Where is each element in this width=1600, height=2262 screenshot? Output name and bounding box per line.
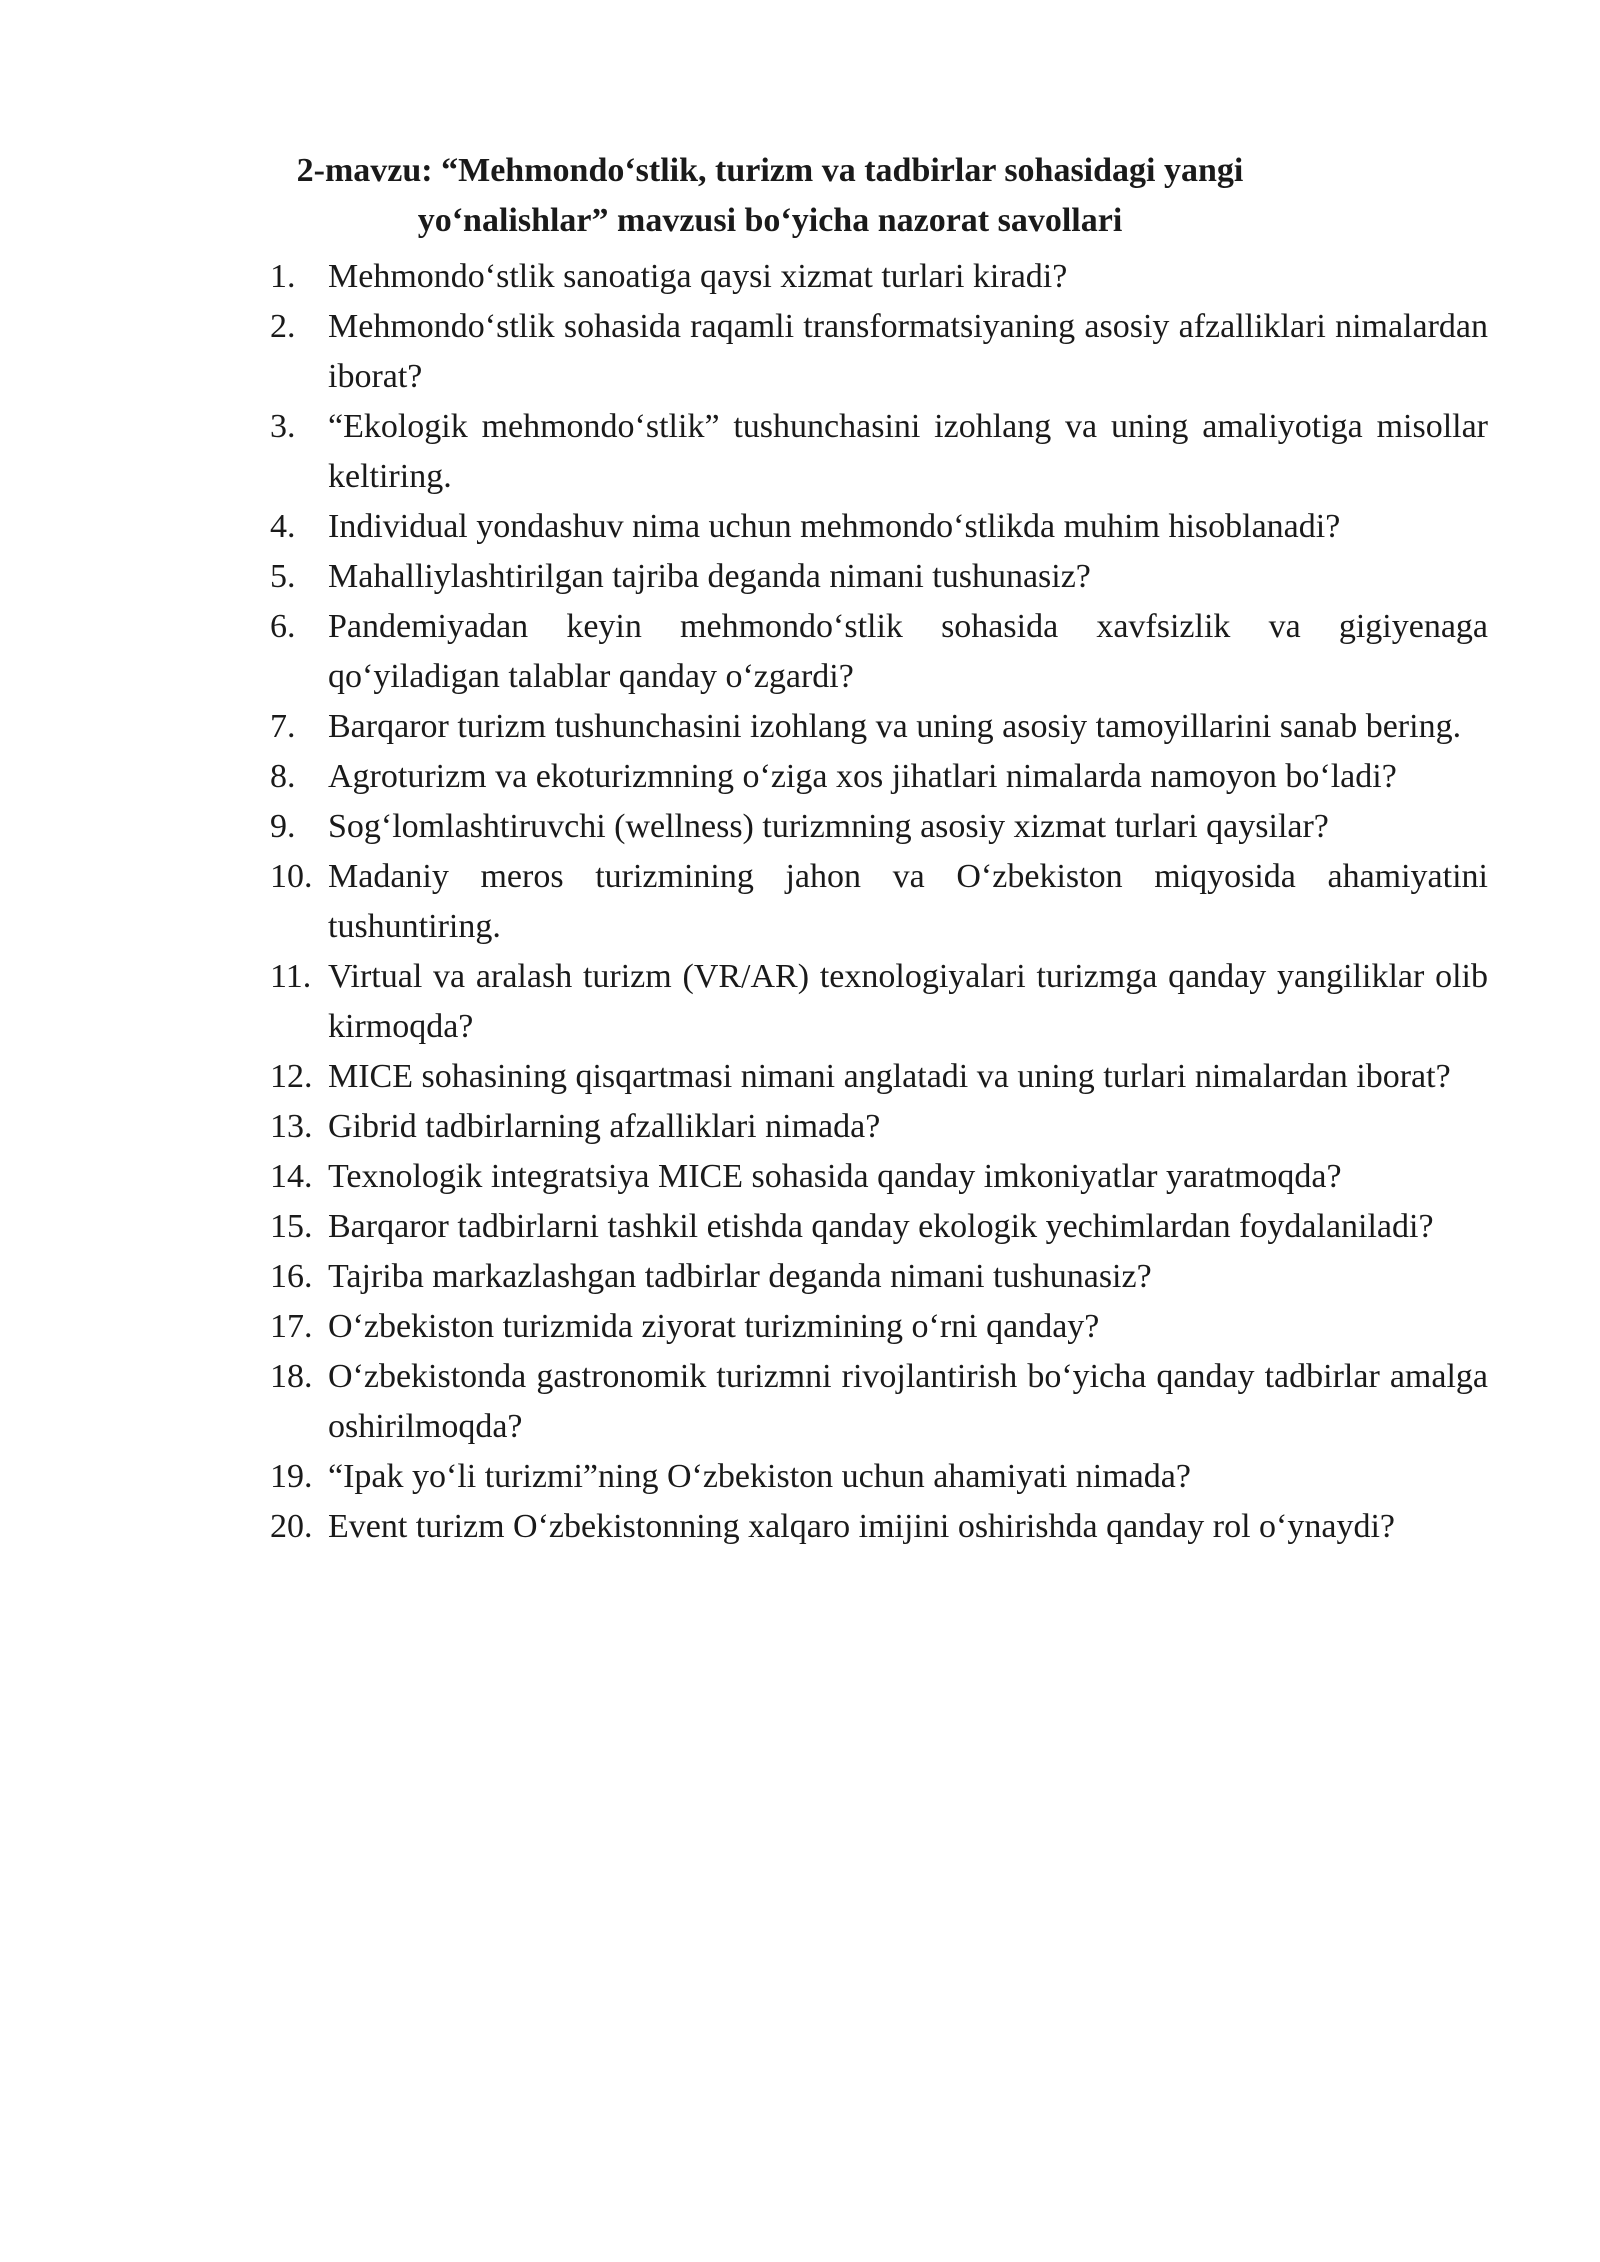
question-item-13 [0, 1102, 1600, 1152]
question-number: 12. [270, 1058, 313, 1095]
question-number: 1. [270, 258, 296, 295]
question-number: 19. [270, 1458, 313, 1495]
question-number: 16. [270, 1258, 313, 1295]
question-text: Mehmondo‘stlik sohasida raqamli transformatsiyaning asosiy afzalliklari nimalardan iborat? [328, 308, 1488, 395]
question-text: Mahalliylashtirilgan tajriba deganda nimani tushunasiz? [328, 558, 1091, 595]
question-text: O‘zbekistonda gastronomik turizmni rivojlantirish bo‘yicha qanday tadbirlar amalga oshirilmoqda? [328, 1358, 1488, 1445]
question-text: “Ekologik mehmondo‘stlik” tushunchasini izohlang va uning amaliyotiga misollar keltiring. [328, 408, 1488, 495]
question-number: 15. [270, 1208, 313, 1245]
question-text: Barqaror turizm tushunchasini izohlang va uning asosiy tamoyillarini sanab bering. [328, 708, 1462, 745]
question-text: Event turizm O‘zbekistonning xalqaro imijini oshirishda qanday rol o‘ynaydi? [328, 1508, 1395, 1545]
question-text: O‘zbekiston turizmida ziyorat turizmining o‘rni qanday? [328, 1308, 1100, 1345]
question-item-14 [0, 1152, 1600, 1202]
document-title [270, 146, 1270, 246]
question-text: Barqaror tadbirlarni tashkil etishda qanday ekologik yechimlardan foydalaniladi? [328, 1208, 1434, 1245]
question-number: 13. [270, 1108, 313, 1145]
question-item-12 [0, 1052, 1600, 1102]
question-text: Mehmondo‘stlik sanoatiga qaysi xizmat turlari kiradi? [328, 258, 1068, 295]
question-item-18 [0, 1352, 1600, 1452]
question-number: 8. [270, 758, 296, 795]
title-line-2: yo‘nalishlar” mavzusi bo‘yicha nazorat savollari [417, 202, 1123, 239]
question-number: 7. [270, 708, 296, 745]
question-item-5 [0, 552, 1600, 602]
title-line-1: 2-mavzu: “Mehmondo‘stlik, turizm va tadbirlar sohasidagi yangi [296, 152, 1244, 189]
question-text: “Ipak yo‘li turizmi”ning O‘zbekiston uchun ahamiyati nimada? [328, 1458, 1191, 1495]
question-number: 3. [270, 408, 296, 445]
question-number: 18. [270, 1358, 313, 1395]
question-text: Pandemiyadan keyin mehmondo‘stlik sohasida xavfsizlik va gigiyenaga qo‘yiladigan talablar qanday o‘zgardi? [328, 608, 1488, 695]
question-number: 4. [270, 508, 296, 545]
question-text: MICE sohasining qisqartmasi nimani anglatadi va uning turlari nimalardan iborat? [328, 1058, 1451, 1095]
question-text: Virtual va aralash turizm (VR/AR) texnologiyalari turizmga qanday yangiliklar olib kirmoqda? [328, 958, 1488, 1045]
question-text: Individual yondashuv nima uchun mehmondo‘stlikda muhim hisoblanadi? [328, 508, 1341, 545]
question-number: 14. [270, 1158, 313, 1195]
question-item-15 [0, 1202, 1600, 1252]
question-item-4 [0, 502, 1600, 552]
question-number: 20. [270, 1508, 313, 1545]
question-item-2 [0, 302, 1600, 402]
question-item-19 [0, 1452, 1600, 1502]
questions-list [0, 252, 1600, 1552]
question-number: 6. [270, 608, 296, 645]
question-item-10 [0, 852, 1600, 952]
question-item-6 [0, 602, 1600, 702]
question-item-11 [0, 952, 1600, 1052]
question-item-9 [0, 802, 1600, 852]
question-item-7 [0, 702, 1600, 752]
question-number: 5. [270, 558, 296, 595]
question-text: Sog‘lomlashtiruvchi (wellness) turizmning asosiy xizmat turlari qaysilar? [328, 808, 1329, 845]
question-item-1 [0, 252, 1600, 302]
question-number: 10. [270, 858, 313, 895]
question-number: 9. [270, 808, 296, 845]
question-item-17 [0, 1302, 1600, 1352]
question-text: Texnologik integratsiya MICE sohasida qanday imkoniyatlar yaratmoqda? [328, 1158, 1342, 1195]
question-item-3 [0, 402, 1600, 502]
question-number: 17. [270, 1308, 313, 1345]
question-number: 2. [270, 308, 296, 345]
question-item-8 [0, 752, 1600, 802]
question-item-16 [0, 1252, 1600, 1302]
question-number: 11. [270, 958, 312, 995]
question-text: Gibrid tadbirlarning afzalliklari nimada? [328, 1108, 881, 1145]
question-item-20 [0, 1502, 1600, 1552]
question-text: Agroturizm va ekoturizmning o‘ziga xos jihatlari nimalarda namoyon bo‘ladi? [328, 758, 1397, 795]
question-text: Tajriba markazlashgan tadbirlar deganda nimani tushunasiz? [328, 1258, 1152, 1295]
question-text: Madaniy meros turizmining jahon va O‘zbekiston miqyosida ahamiyatini tushuntiring. [328, 858, 1488, 945]
